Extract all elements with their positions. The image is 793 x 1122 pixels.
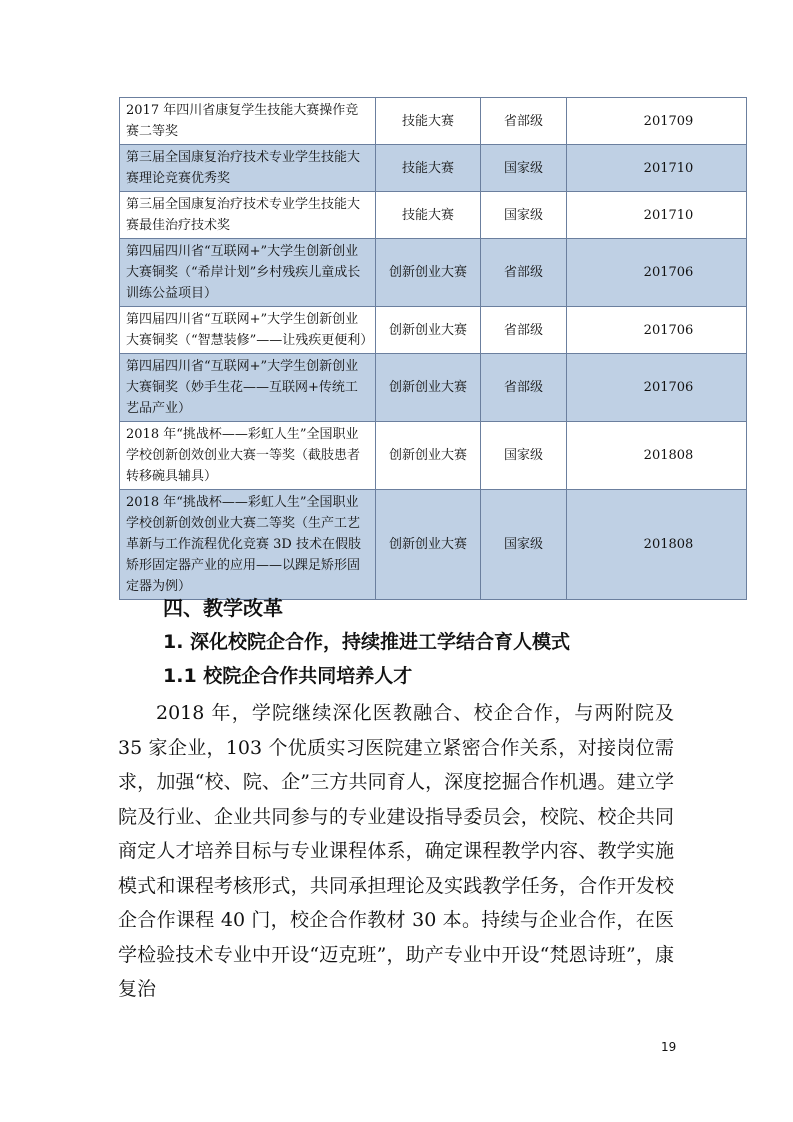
level-cell: 省部级: [481, 354, 567, 422]
date-cell: [567, 307, 747, 354]
date-value: 201808: [643, 537, 694, 552]
section-heading: 四、教学改革: [163, 596, 283, 620]
award-name-cell: 第四届四川省“互联网+”大学生创新创业大赛铜奖（“希岸计划”乡村残疾儿童成长训练公益项目）: [120, 239, 376, 307]
sub-subsection-heading: 1.1 校院企合作共同培养人才: [163, 665, 413, 687]
date-value: 201706: [643, 322, 694, 338]
awards-table-body: [120, 98, 747, 600]
page-number: 19: [661, 1040, 677, 1054]
award-name-cell: 第三届全国康复治疗技术专业学生技能大赛理论竞赛优秀奖: [120, 145, 376, 192]
category-cell: 创新创业大赛: [376, 239, 481, 307]
level-cell: 国家级: [481, 145, 567, 192]
level-cell: 国家级: [481, 490, 567, 600]
body-paragraph: 2018 年，学院继续深化医教融合、校企合作，与两附院及 35 家企业，103 个优质实习医院建立紧密合作关系，对接岗位需求，加强“校、院、企”三方共同育人，深度挖掘合作机遇。建立学院及行业、企业共同参与的专业建设指导委员会，校院、校企共同商定人才培养目标与专业课程体系，确定课程教学内容、教学实施模式和课程考核形式，共同承担理论及实践教学任务，合作开发校企合作课程 40 门，校企合作教材 30 本。持续与企业合作，在医学检验技术专业中开设“迈克班”，助产专业中开设“梵恩诗班”，康复治: [118, 702, 674, 1000]
table-row: [120, 422, 747, 490]
date-value: 201709: [643, 113, 694, 129]
subsection-heading: 1. 深化校院企合作，持续推进工学结合育人模式: [163, 631, 571, 653]
category-cell: 创新创业大赛: [376, 490, 481, 600]
date-value: 201706: [643, 265, 694, 280]
table-row: [120, 307, 747, 354]
category-cell: 创新创业大赛: [376, 307, 481, 354]
date-cell: [567, 192, 747, 239]
category-cell: 创新创业大赛: [376, 354, 481, 422]
level-cell: 国家级: [481, 192, 567, 239]
award-name-cell: 第三届全国康复治疗技术专业学生技能大赛最佳治疗技术奖: [120, 192, 376, 239]
level-cell: 省部级: [481, 239, 567, 307]
award-name-cell: 2018 年“挑战杯——彩虹人生”全国职业学校创新创效创业大赛一等奖（截肢患者转移碗具辅具）: [120, 422, 376, 490]
table-row: [120, 239, 747, 307]
award-name-cell: 2017 年四川省康复学生技能大赛操作竞赛二等奖: [120, 98, 376, 145]
table-row: [120, 490, 747, 600]
date-cell: [567, 490, 747, 600]
award-name-cell: 2018 年“挑战杯——彩虹人生”全国职业学校创新创效创业大赛二等奖（生产工艺革新与工作流程优化竞赛 3D 技术在假肢矫形固定器产业的应用——以踝足矫形固定器为例）: [120, 490, 376, 600]
table-row: [120, 192, 747, 239]
date-value: 201710: [643, 207, 694, 223]
date-value: 201706: [643, 380, 694, 395]
date-cell: [567, 422, 747, 490]
level-cell: 国家级: [481, 422, 567, 490]
date-value: 201808: [643, 448, 694, 463]
date-cell: [567, 145, 747, 192]
level-cell: 省部级: [481, 98, 567, 145]
level-cell: 省部级: [481, 307, 567, 354]
date-cell: [567, 239, 747, 307]
category-cell: 创新创业大赛: [376, 422, 481, 490]
date-cell: [567, 354, 747, 422]
table-row: [120, 145, 747, 192]
category-cell: 技能大赛: [376, 192, 481, 239]
award-name-cell: 第四届四川省“互联网+”大学生创新创业大赛铜奖（妙手生花——互联网+传统工艺品产业）: [120, 354, 376, 422]
category-cell: 技能大赛: [376, 145, 481, 192]
awards-table: [119, 97, 747, 600]
date-cell: [567, 98, 747, 145]
table-row: [120, 98, 747, 145]
table-row: [120, 354, 747, 422]
date-value: 201710: [643, 160, 694, 176]
category-cell: 技能大赛: [376, 98, 481, 145]
award-name-cell: 第四届四川省“互联网+”大学生创新创业大赛铜奖（“智慧装修”——让残疾更便利）: [120, 307, 376, 354]
